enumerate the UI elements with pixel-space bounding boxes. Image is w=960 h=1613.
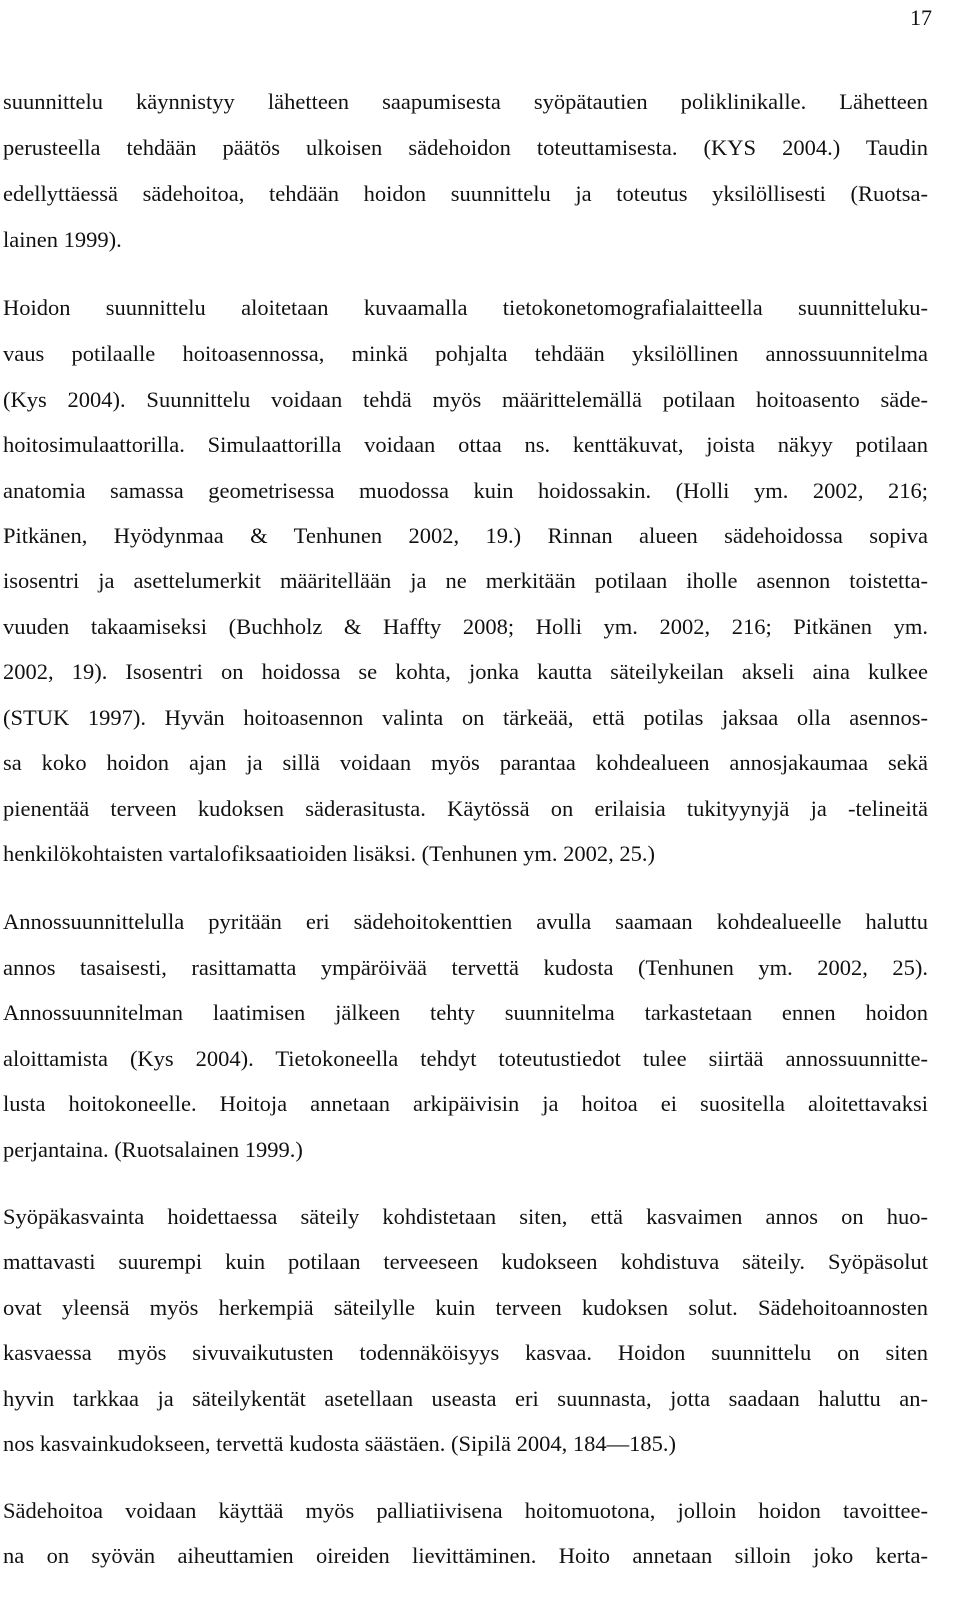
text-line: na on syövän aiheuttamien oireiden lievittäminen. Hoito annetaan silloin joko kerta- (3, 1543, 928, 1568)
text-line: sa koko hoidon ajan ja sillä voidaan myös parantaa kohdealueen annosjakaumaa sekä (3, 750, 928, 775)
text-line: lusta hoitokoneelle. Hoitoja annetaan arkipäivisin ja hoitoa ei suositella aloitettavaksi (3, 1091, 928, 1116)
text-line: anatomia samassa geometrisessa muodossa kuin hoidossakin. (Holli ym. 2002, 216; (3, 478, 928, 503)
text-line: pienentää terveen kudoksen säderasitusta. Käytössä on erilaisia tukityynyjä ja -telineitä (3, 796, 928, 821)
text-line: annos tasaisesti, rasittamatta ympäröivää tervettä kudosta (Tenhunen ym. 2002, 25). (3, 955, 928, 980)
page-number: 17 (910, 5, 932, 30)
text-line: 2002, 19). Isosentri on hoidossa se kohta, jonka kautta säteilykeilan akseli aina kulkee (3, 659, 928, 684)
text-line: nos kasvainkudokseen, tervettä kudosta säästäen. (Sipilä 2004, 184―185.) (3, 1431, 676, 1456)
text-line: vaus potilaalle hoitoasennossa, minkä pohjalta tehdään yksilöllinen annossuunnitelma (3, 341, 928, 366)
text-line: mattavasti suurempi kuin potilaan terveeseen kudokseen kohdistuva säteily. Syöpäsolut (3, 1249, 928, 1274)
text-line: isosentri ja asettelumerkit määritellään ja ne merkitään potilaan iholle asennon toistetta- (3, 568, 928, 593)
text-line: (STUK 1997). Hyvän hoitoasennon valinta on tärkeää, että potilas jaksaa olla asennos- (3, 705, 928, 730)
text-line: suunnittelu käynnistyy lähetteen saapumisesta syöpätautien poliklinikalle. Lähetteen (3, 89, 928, 114)
text-line: (Kys 2004). Suunnittelu voidaan tehdä myös määrittelemällä potilaan hoitoasento säde- (3, 387, 928, 412)
text-line: ovat yleensä myös herkempiä säteilylle kuin terveen kudoksen solut. Sädehoitoannosten (3, 1295, 928, 1320)
text-line: Hoidon suunnittelu aloitetaan kuvaamalla tietokonetomografialaitteella suunnitteluku- (3, 295, 928, 320)
text-line: Syöpäkasvainta hoidettaessa säteily kohdistetaan siten, että kasvaimen annos on huo- (3, 1204, 928, 1229)
text-line: hyvin tarkkaa ja säteilykentät asetellaan useasta eri suunnasta, jotta saadaan haluttu an- (3, 1386, 928, 1411)
text-line: Pitkänen, Hyödynmaa & Tenhunen 2002, 19.) Rinnan alueen sädehoidossa sopiva (3, 523, 928, 548)
text-line: Annossuunnittelulla pyritään eri sädehoitokenttien avulla saamaan kohdealueelle haluttu (3, 909, 928, 934)
text-line: Sädehoitoa voidaan käyttää myös palliatiivisena hoitomuotona, jolloin hoidon tavoittee- (3, 1498, 928, 1523)
text-line: perusteella tehdään päätös ulkoisen sädehoidon toteuttamisesta. (KYS 2004.) Taudin (3, 135, 928, 160)
text-line: edellyttäessä sädehoitoa, tehdään hoidon suunnittelu ja toteutus yksilöllisesti (Ruotsa- (3, 181, 928, 206)
text-line: lainen 1999). (3, 227, 122, 252)
text-line: Annossuunnitelman laatimisen jälkeen tehty suunnitelma tarkastetaan ennen hoidon (3, 1000, 928, 1025)
text-line: henkilökohtaisten vartalofiksaatioiden lisäksi. (Tenhunen ym. 2002, 25.) (3, 841, 656, 866)
text-line: perjantaina. (Ruotsalainen 1999.) (3, 1137, 303, 1162)
text-line: vuuden takaamiseksi (Buchholz & Haffty 2008; Holli ym. 2002, 216; Pitkänen ym. (3, 614, 928, 639)
text-line: aloittamista (Kys 2004). Tietokoneella tehdyt toteutustiedot tulee siirtää annossuunnitte- (3, 1046, 928, 1071)
text-line: kasvaessa myös sivuvaikutusten todennäköisyys kasvaa. Hoidon suunnittelu on siten (3, 1340, 928, 1365)
text-line: hoitosimulaattorilla. Simulaattorilla voidaan ottaa ns. kenttäkuvat, joista näkyy potilaan (3, 432, 928, 457)
